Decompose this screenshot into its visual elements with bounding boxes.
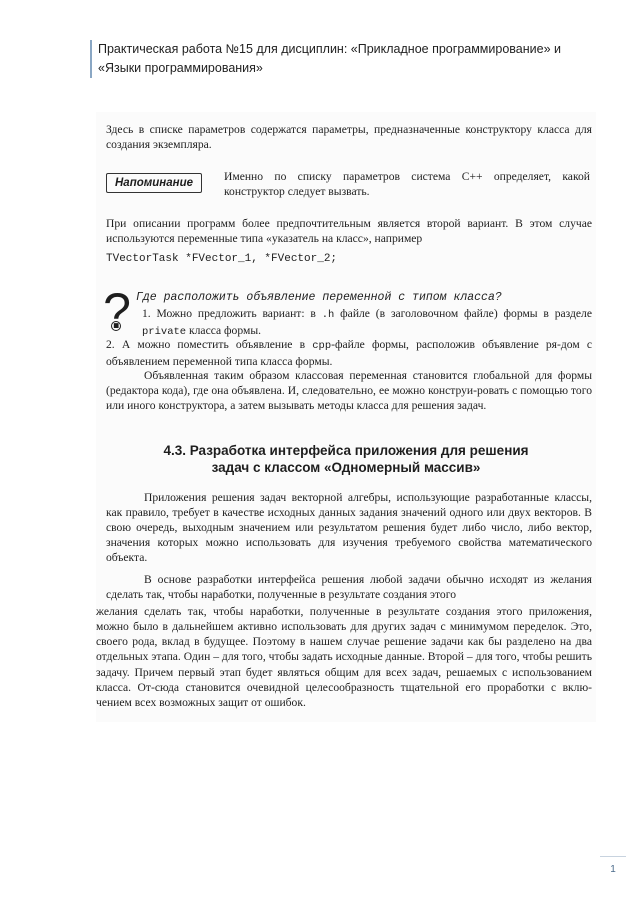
applications-paragraph: Приложения решения задач векторной алгебры, использующие разработанные классы, как правило, требует в качестве исходных данных задания значений одного или двух векторов. В свою очередь, выходным значением или результатом решения будет либо число, либо вектор, значения которых можно использовать для изучения требуемого свойства математического объекта. [106,491,592,564]
section-title-line-1: 4.3. Разработка интерфейса приложения для решения [163,443,529,458]
page-header [90,40,598,78]
list-item-2: 2. А можно поместить объявление в cpp-файле формы, расположив объявление ря-дом с объявлением переменной типа класса формы. [106,338,592,368]
note-label-box [106,173,202,193]
note-label: Напоминание [115,177,193,189]
section-title-line-2: задач с классом «Одномерный массив» [211,460,481,475]
interface-basis-paragraph: В основе разработки интерфейса решения любой задачи обычно исходят из желания сделать так, чтобы наработки, полученные в результате создания этого [106,573,592,601]
intro-paragraph: Здесь в списке параметров содержатся параметры, предназначенные конструктору класса для создания экземпляра. [106,123,592,151]
question-mark-icon: ? [103,283,131,339]
global-variable-paragraph: Объявленная таким образом классовая переменная становится глобальной для формы (редактора кода), где она объявлена. И, следовательно, ее можно конструи-ровать с помощью того или иного конструктора, а затем вызывать методы класса для решения задач. [106,369,592,412]
page-number: 1 [610,864,616,875]
section-title [96,442,596,476]
header-title: Практическая работа №15 для дисциплин: «Прикладное программирование» и «Языки программирования» [98,42,561,75]
continuation-paragraph: желания сделать так, чтобы наработки, полученные в результате создания этого приложения, можно было в дальнейшем активно использовать для других задач с минимумом переделок. Это, своего рода, вклад в будущее. Поэтому в нашем случае решение задачи как бы разделено на два отдельных этапа. Один – для того, чтобы задать исходные данные. Второй – для того, чтобы решить задачу. Причем первый этап будет являться общим для всех задач, решаемых с использованием класса. От-сюда становится очевидной целесообразность тщательной его проработки с вклю-чением всех возможных защит от ошибок. [96,604,592,710]
note-text: Именно по списку параметров система C++ определяет, какой конструктор следует вызвать. [224,170,590,198]
question-dot-icon [111,321,121,331]
code-example: TVectorTask *FVector_1, *FVector_2; [106,253,338,265]
footer-divider [600,856,626,857]
question-heading: Где расположить объявление переменной с типом класса? [136,291,502,304]
preferred-variant-paragraph: При описании программ более предпочтительным является второй вариант. В этом случае используются переменные типа «указатель на класс», например [106,217,592,245]
list-item-1: 1. Можно предложить вариант: в .h файле (в заголовочном файле) формы в разделе private класса формы. [142,307,592,338]
